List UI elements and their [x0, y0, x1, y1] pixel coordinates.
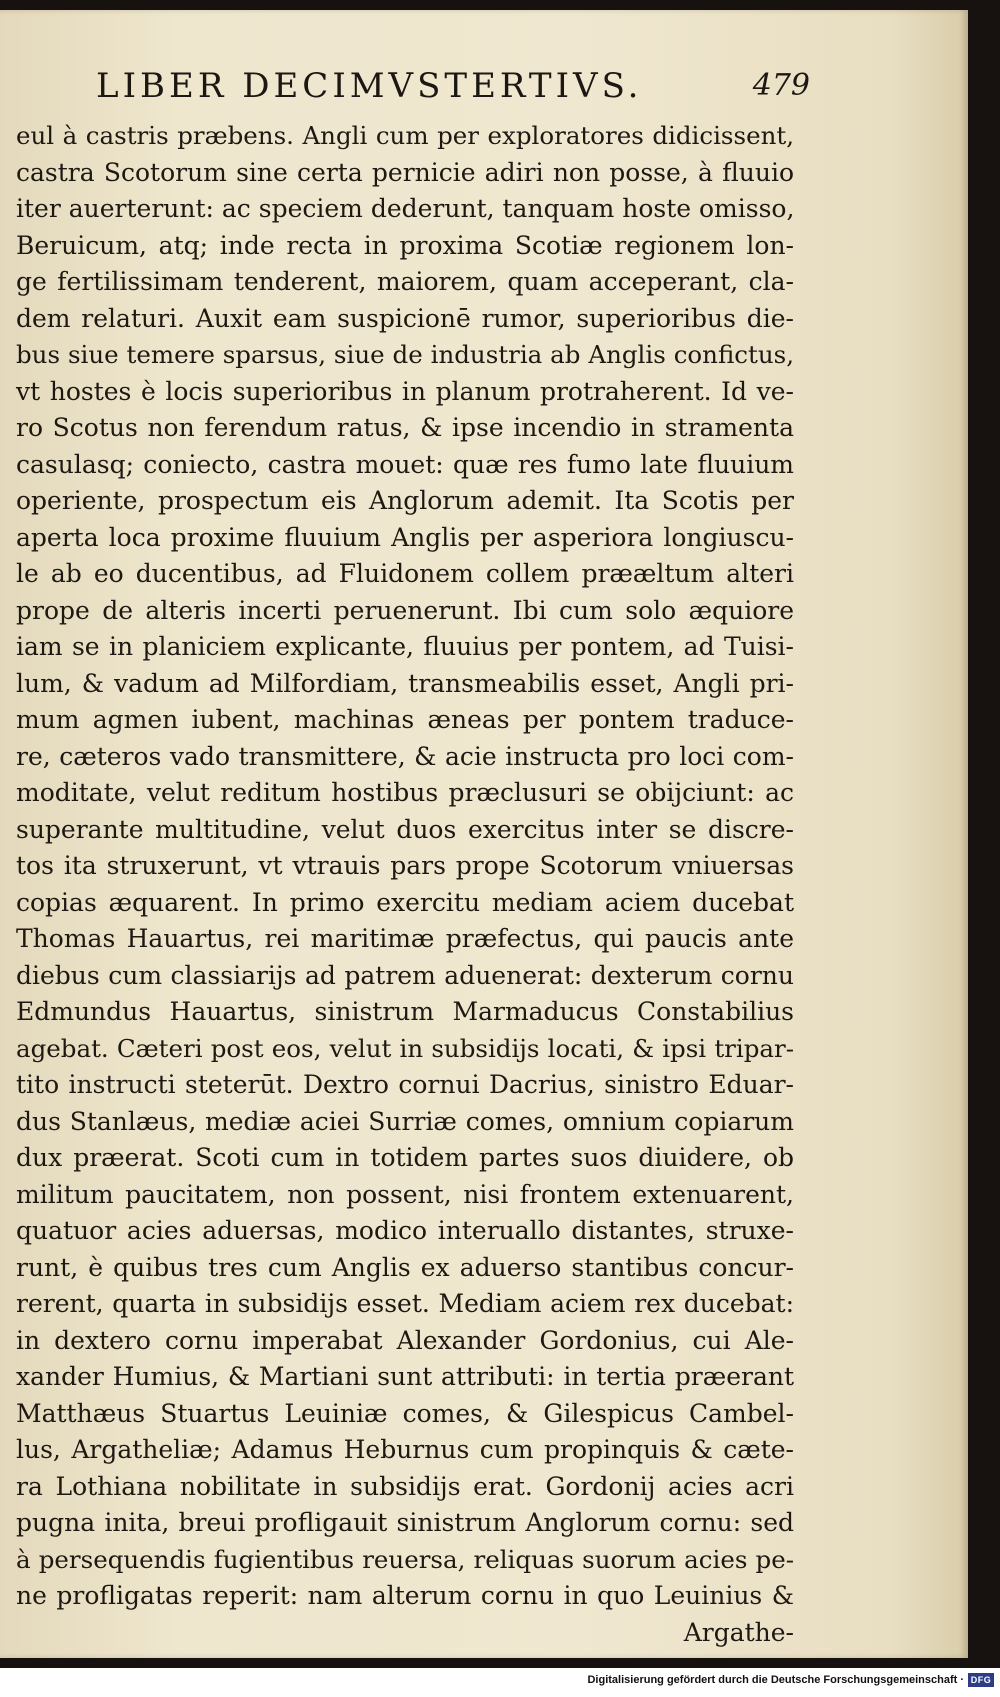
text-line: lus, Argatheliæ; Adamus Heburnus cum propinquis & cæte-	[16, 1435, 794, 1464]
text-line: in dextero cornu imperabat Alexander Gordonius, cui Ale-	[16, 1325, 794, 1355]
text-line: ne profligatas reperit: nam alterum cornu in quo Leuinius &	[16, 1581, 794, 1610]
text-line: Thomas Hauartus, rei maritimæ præfectus, qui paucis ante	[16, 924, 794, 953]
text-line: moditate, velut reditum hostibus præclusuri se obijciunt: ac	[16, 778, 794, 807]
text-line: tito instructi steterūt. Dextro cornui Dacrius, sinistro Eduar-	[16, 1070, 794, 1099]
page-header	[96, 66, 810, 112]
page-number: 479	[752, 68, 810, 103]
text-line: tos ita struxerunt, vt vtrauis pars prope Scotorum vniuersas	[16, 851, 794, 880]
text-line: prope de alteris incerti peruenerunt. Ibi cum solo æquiore	[16, 595, 794, 625]
text-line: lum, & vadum ad Milfordiam, transmeabilis esset, Angli pri-	[16, 668, 794, 698]
text-line: iter auerterunt: ac speciem dederunt, tanquam hoste omisso,	[16, 194, 795, 223]
text-line: eul à castris præbens. Angli cum per exploratores didicissent,	[16, 121, 794, 150]
footer-bar	[0, 1668, 1000, 1697]
text-line: diebus cum classiarijs ad patrem aduenerat: dexterum cornu	[16, 960, 794, 990]
text-line: mum agmen iubent, machinas æneas per pontem traduce-	[16, 705, 794, 734]
text-line: militum paucitatem, non possent, nisi frontem extenuarent,	[16, 1179, 794, 1209]
text-line: castra Scotorum sine certa pernicie adiri non posse, à fluuio	[16, 157, 794, 187]
text-line: vt hostes è locis superioribus in planum protraherent. Id ve-	[16, 376, 794, 406]
text-line: aperta loca proxime fluuium Anglis per asperiora longiuscu-	[16, 522, 794, 552]
funding-credit: Digitalisierung gefördert durch die Deutsche Forschungsgemeinschaft ·	[587, 1674, 964, 1686]
text-line: casulasq; coniecto, castra mouet: quæ res fumo late fluuium	[16, 449, 794, 479]
text-line: superante multitudine, velut duos exercitus inter se discre-	[16, 814, 794, 844]
book-page	[0, 10, 968, 1658]
text-line: Beruicum, atq; inde recta in proxima Scotiæ regionem lon-	[16, 230, 794, 260]
body-text	[16, 118, 794, 1651]
text-line: ge fertilissimam tenderent, maiorem, quam acceperant, cla-	[16, 267, 794, 296]
text-line: copias æquarent. In primo exercitu mediam aciem ducebat	[16, 887, 794, 917]
text-line: xander Humius, & Martiani sunt attributi: in tertia præerant	[16, 1362, 794, 1391]
text-line: quatuor acies aduersas, modico interuallo distantes, struxe-	[16, 1216, 794, 1245]
text-line: rerent, quarta in subsidijs esset. Mediam aciem rex ducebat:	[16, 1289, 794, 1318]
text-line: ro Scotus non ferendum ratus, & ipse incendio in stramenta	[16, 413, 794, 442]
text-line: Argathe-	[683, 1617, 794, 1647]
text-line: pugna inita, breui profligauit sinistrum Anglorum cornu: sed	[16, 1508, 794, 1537]
text-line: operiente, prospectum eis Anglorum ademit. Ita Scotis per	[16, 486, 794, 515]
dfg-logo: DFG	[968, 1673, 994, 1687]
text-line: iam se in planiciem explicante, fluuius per pontem, ad Tuisi-	[16, 632, 794, 661]
text-line: Edmundus Hauartus, sinistrum Marmaducus Constabilius	[16, 997, 794, 1026]
text-line: re, cæteros vado transmittere, & acie instructa pro loci com-	[16, 741, 794, 771]
text-line: agebat. Cæteri post eos, velut in subsidijs locati, & ipsi tripar-	[16, 1033, 794, 1063]
text-line: bus siue temere sparsus, siue de industria ab Anglis confictus,	[16, 340, 794, 369]
text-line: ra Lothiana nobilitate in subsidijs erat. Gordonij acies acri	[16, 1471, 794, 1501]
running-head: LIBER DECIMVSTERTIVS.	[96, 66, 643, 106]
text-line: dux præerat. Scoti cum in totidem partes suos diuidere, ob	[16, 1143, 794, 1172]
text-line: dem relaturi. Auxit eam suspicionē rumor, superioribus die-	[16, 303, 794, 333]
text-line: à persequendis fugientibus reuersa, reliquas suorum acies pe-	[16, 1544, 794, 1574]
text-line: Matthæus Stuartus Leuiniæ comes, & Gilespicus Cambel-	[16, 1398, 794, 1428]
text-line: dus Stanlæus, mediæ aciei Surriæ comes, omnium copiarum	[16, 1106, 794, 1136]
text-line: runt, è quibus tres cum Anglis ex aduerso stantibus concur-	[16, 1252, 794, 1282]
text-line: le ab eo ducentibus, ad Fluidonem collem prææltum alteri	[16, 559, 794, 588]
